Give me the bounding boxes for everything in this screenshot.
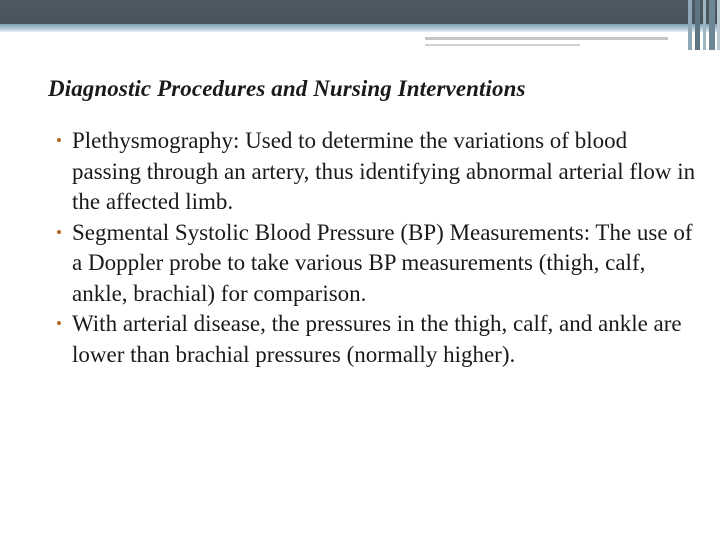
bullet-list bbox=[56, 126, 696, 370]
bullet-item bbox=[56, 309, 696, 370]
bullet-item bbox=[56, 218, 696, 310]
bullet-icon: • bbox=[56, 131, 62, 150]
bullet-item bbox=[56, 126, 696, 218]
bullet-icon: • bbox=[56, 222, 62, 242]
header-band bbox=[0, 0, 720, 24]
bullet-icon: • bbox=[56, 314, 62, 333]
decorative-rule bbox=[425, 44, 580, 46]
decorative-rule bbox=[425, 37, 668, 40]
bullet-text: Plethysmography: Used to determine the variations of blood passing through an artery, thus identifying abnormal arterial flow in the affected limb. bbox=[72, 128, 696, 214]
decorative-bars bbox=[688, 0, 720, 50]
slide-title: Diagnostic Procedures and Nursing Interventions bbox=[48, 76, 526, 101]
bullet-text: With arterial disease, the pressures in the thigh, calf, and ankle are lower than brachial pressures (normally higher). bbox=[72, 311, 682, 367]
bullet-text: Segmental Systolic Blood Pressure (BP) Measurements: The use of a Doppler probe to take various BP measurements (thigh, calf, ankle, brachial) for comparison. bbox=[72, 219, 693, 306]
header-band-highlight bbox=[0, 24, 720, 32]
